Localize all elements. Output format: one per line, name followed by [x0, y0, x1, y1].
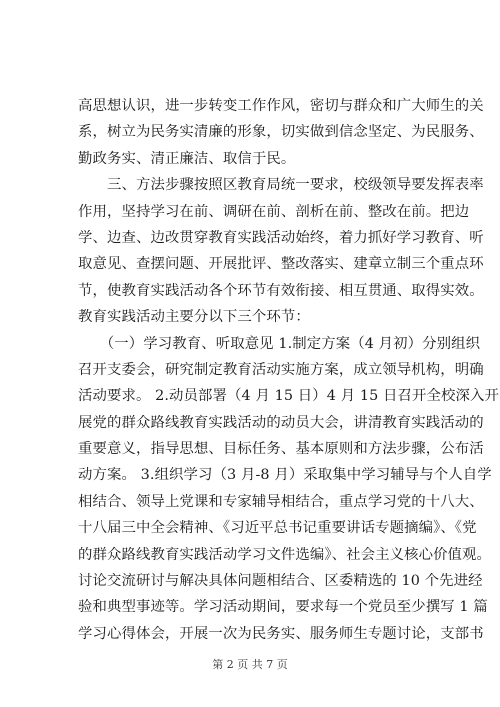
- text-line: 三、方法步骤按照区教育局统一要求，校级领导要发挥表率: [78, 177, 484, 194]
- text-line: （一）学习教育、听取意见 1.制定方案（4 月初）分别组织: [78, 335, 481, 352]
- text-line: 讨论交流研讨与解决具体问题相结合、区委精选的 10 个先进经: [78, 573, 483, 590]
- text-line: 重要意义，指导思想、目标任务、基本原则和方法步骤，公布活: [78, 441, 484, 458]
- body-text: [78, 93, 499, 647]
- text-line: 系，树立为民务实清廉的形象，切实做到信念坚定、为民服务、: [78, 124, 484, 141]
- text-line: 勤政务实、清正廉洁、取信于民。: [78, 150, 296, 167]
- text-line: 取意见、查摆问题、开展批评、整改落实、建章立制三个重点环: [78, 256, 484, 273]
- text-line: 学、边查、边改贯穿教育实践活动始终，着力抓好学习教育、听: [78, 229, 484, 246]
- text-line: 动方案。 3.组织学习（3 月-8 月）采取集中学习辅导与个人自学: [78, 467, 492, 484]
- text-line: 展党的群众路线教育实践活动的动员大会，讲清教育实践活动的: [78, 414, 484, 431]
- text-line: 高思想认识，进一步转变工作作风，密切与群众和广大师生的关: [78, 98, 484, 114]
- text-line: 验和典型事迹等。学习活动期间，要求每一个党员至少撰写 1 篇: [78, 599, 488, 616]
- text-line: 活动要求。 2.动员部署（4 月 15 日）4 月 15 日召开全校深入开: [78, 388, 499, 405]
- text-line: 节，使教育实践活动各个环节有效衔接、相互贯通、取得实效。: [78, 282, 484, 299]
- text-line: 十八届三中全会精神、《习近平总书记重要讲话专题摘编》、《党: [78, 520, 477, 537]
- text-line: 学习心得体会，开展一次为民务实、服务师生专题讨论，支部书: [78, 625, 484, 642]
- text-line: 作用，坚持学习在前、调研在前、剖析在前、整改在前。把边: [78, 203, 470, 220]
- text-line: 的群众路线教育实践活动学习文件选编》、社会主义核心价值观。: [78, 546, 492, 563]
- text-line: 教育实践活动主要分以下三个环节：: [78, 309, 310, 326]
- text-line: 相结合、领导上党课和专家辅导相结合，重点学习党的十八大、: [78, 493, 484, 510]
- page-number-footer: 第 2 页 共 7 页: [212, 658, 288, 671]
- text-line: 召开支委会，研究制定教育活动实施方案，成立领导机构，明确: [78, 361, 484, 378]
